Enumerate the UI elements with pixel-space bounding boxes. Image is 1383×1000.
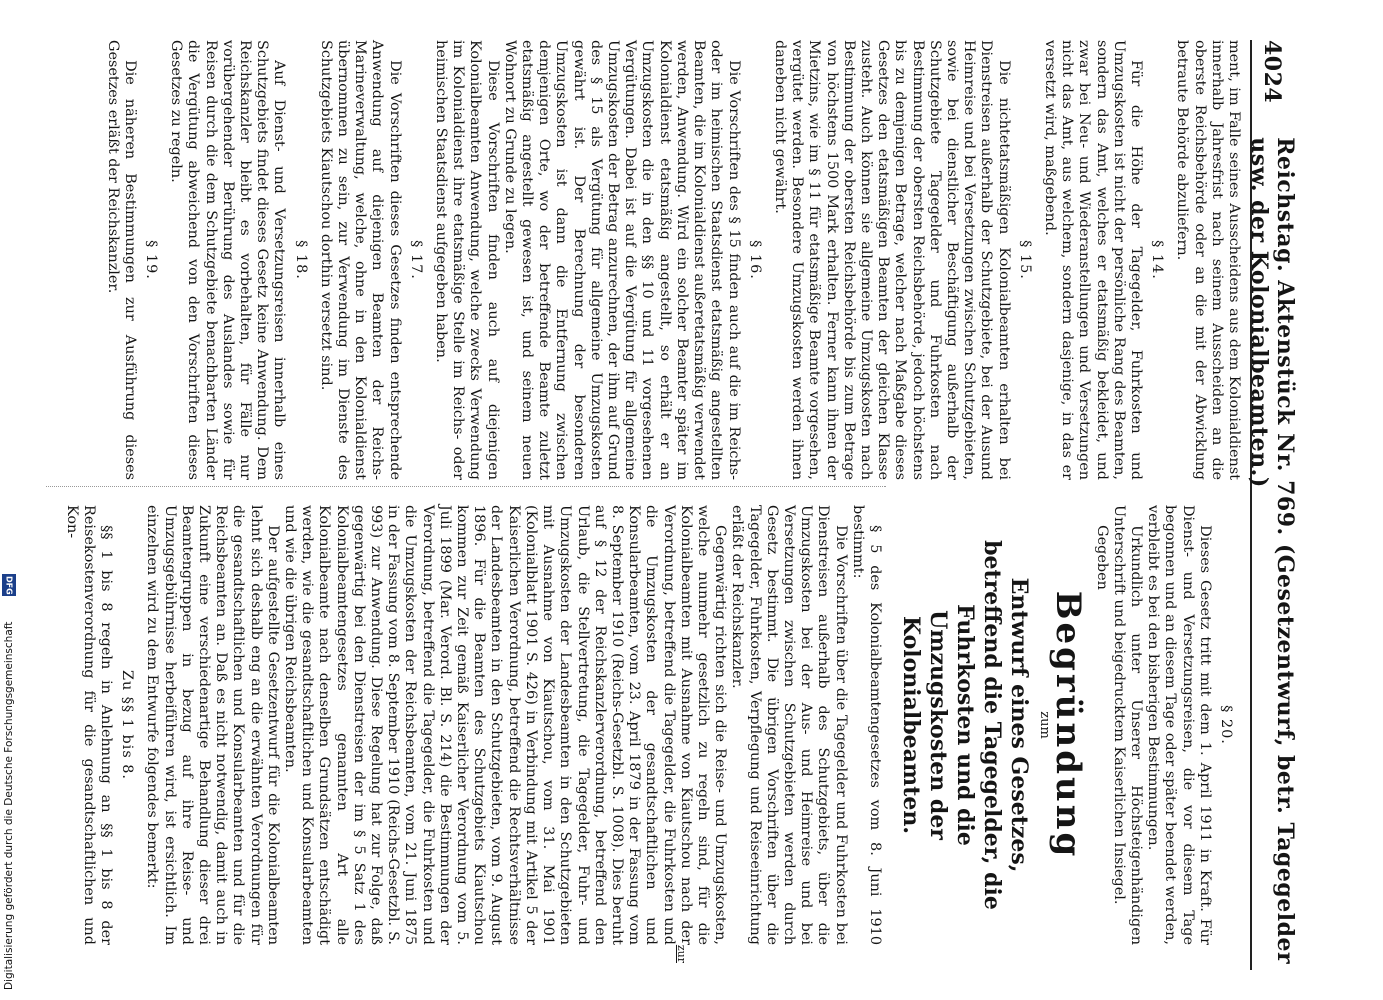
page-header	[1246, 40, 1298, 970]
draft-paragraph: Der aufgestellte Gesetzentwurf für die Kolonialbeamten lehnt sich deshalb eng an die erwähnten Verordnungen für die gesandtschaftlichen und Konsularbeamten und für die Reichsbeamten an. Daß es nicht notwendig, damit auch in Zukunft eine verschiedenartige Behandlung dieser drei Beamtengruppen in bezug auf ihre Reise- und Umzugsgebührnisse herbeiführen wird, ist ersichtlich. Im einzelnen wird zu dem Entwurfe folgendes bemerkt:	[144, 505, 281, 945]
section-18-text: Auf Dienst- und Versetzungsreisen innerhalb eines Schutzgebiets findet dieses Gesetz keine Anwendung. Dem Reichskanzler bleibt es vorbehalten, für Fälle nur vorübergehender Berührung des Auslandes sowie für Reisen durch die dem Schutzgebiete benachbarten Länder die Vergütung abweichend von den Vorschriften dieses Gesetzes zu regeln.	[168, 40, 288, 480]
section-14-text: Für die Höhe der Tagegelder, Fuhrkosten und Umzugskosten ist nicht der persönliche Rang des Beamten, sondern das Amt, welches er etatsmäßig bekleidet, und zwar bei Neu- und Wiederanstellungen und Versetzungen nicht das Amt, aus welchem, sondern dasjenige, in das er versetzt wird, maßgebend.	[1041, 40, 1144, 480]
draft-subtitle: Entwurf eines Gesetzes, betreffend die Tagegelder, die Fuhrkosten und die Umzugskosten der Kolonialbeamten.	[897, 540, 1032, 910]
section-15-text: Die nichtetatsmäßigen Kolonialbeamten erhalten bei Dienstreisen außerhalb der Schutzgebiete, bei der Ausund Heimreise und bei Versetzungen zwischen Schutzgebieten, sowie bei dienstlicher Beschäftigung außerhalb der Schutzgebiete Tagegelder und Fuhrkosten nach Bestimmung der obersten Reichsbehörde, jedoch höchstens bis zu demjenigen Betrage, welcher nach Maßgabe dieses Gesetzes den etatsmäßigen Beamten der gleichen Klasse zusteht. Auch können sie allgemeine Umzugskosten nach Bestimmung der obersten Reichsbehörde bis zum Betrage von höchstens 1500 Mark erhalten. Ferner kann ihnen der Mietzins, wie im § 11 für etatsmäßige Beamte vorgesehen, vergütet werden. Besondere Umzugskosten werden ihnen daneben nicht gewährt.	[771, 40, 1012, 480]
section-20-heading: § 20.	[1218, 705, 1234, 745]
section-18-heading: § 18.	[292, 240, 309, 280]
present-regulation-paragraph: Gegenwärtig richten sich die Reise- und Umzugskosten, welche nunmehr gesetzlich zu regeln sind, für die Kolonialbeamten mit Ausnahme von Kiautschou nach der Verordnung, betreffend die Tagegelder, die Fuhrkosten und die Umzugskosten der gesandtschaftlichen und Konsularbeamten, vom 23. April 1879 in der Fassung vom 8. September 1910 (Reichs-Gesetzbl. S. 1008). Dies beruht auf § 12 der Reichskanzlerverordnung, betreffend den Urlaub, die Stellvertretung, die Tagegelder, Fuhr- und Umzugskosten der Landesbeamten in den Schutzgebieten mit Ausnahme von Kiautschou, vom 31. Mai 1901 (Kolonialblatt 1901 S. 426) in Verbindung mit Artikel 5 der Kaiserlichen Verordnung, betreffend die Rechtsverhältnisse der Landesbeamten in den Schutzgebieten, vom 9. August 1896. Für die Beamten des Schutzgebiets Kiautschou kommen zur Zeit gemäß Kaiserlicher Verordnung vom 5. Juli 1899 (Mar. Verord. Bl. S. 214) die Bestimmungen der Verordnung, betreffend die Tagegelder, die Fuhrkosten und die Umzugskosten der Reichsbeamten, vom 21. Juni 1875 in der Fassung vom 8. September 1910 (Reichs-Gesetzbl. S. 993) zur Anwendung. Diese Regelung hat zur Folge, daß gegenwärtig bei den Dienstreisen der im § 5 Satz 1 des Kolonialbeamtengesetzes genannten Art alle Kolonialbeamte nach denselben Grundsätzen entschädigt werden, wie die gesandtschaftlichen und Konsularbeamten und wie die übrigen Reichsbeamten.	[282, 505, 729, 945]
section-16-heading: § 16.	[746, 240, 763, 280]
section-19-heading: § 19.	[143, 240, 160, 280]
right-column	[26, 505, 1242, 963]
reference-intro: § 5 des Kolonialbeamtengesetzes vom 8. Juni 1910 bestimmt:	[849, 505, 883, 945]
zu-sections-heading: Zu §§ 1 bis 8.	[119, 669, 136, 781]
section-16-text-2: Diese Vorschriften finden auch auf diejenigen Kolonialbeamten Anwendung, welche zwecks Verwendung im Kolonialdienst ihre etatsmäßige Stelle im Reichs- oder heimischen Staatsdienst aufgegeben haben.	[433, 40, 501, 480]
digitization-credit-bar	[2, 575, 16, 990]
digitization-credit-text: Digitalisierung gefördert durch die Deutsche Forschungsgemeinschaft	[3, 621, 15, 990]
dfg-logo: DFG	[2, 574, 16, 596]
section-17-heading: § 17.	[407, 240, 424, 280]
section-15-heading: § 15.	[1016, 240, 1033, 280]
section-20-text: Dieses Gesetz tritt mit dem 1. April 1911 in Kraft. Für Dienst- und Versetzungsreisen, die vor diesem Tage begonnen und an diesem Tage oder später beendet werden, verbleibt es bei den bisherigen Bestimmungen.	[1145, 505, 1213, 945]
section-16-text: Die Vorschriften des § 15 finden auch auf die im Reichs- oder im heimischen Staatsdienst etatsmäßig angestellten Beamten, die im Kolonialdienst außeretatsmäßig verwendet werden, Anwendung. Wird ein solcher Beamter später im Kolonialdienst etatsmäßig angestellt, so erhält er an Umzugskosten die in den §§ 10 und 11 vorgesehenen Vergütungen. Dabei ist auf die Vergütung für allgemeine Umzugskosten der Betrag anzurechnen, der ihm auf Grund des § 15 als Vergütung für allgemeine Umzugskosten gewährt ist. Der Berechnung der besonderen Umzugskosten ist dann die Entfernung zwischen demjenigen Orte, wo der betreffende Beamte zuletzt etatsmäßig angestellt gewesen ist, und seinem neuen Wohnort zu Grunde zu legen.	[501, 40, 742, 480]
zu-sections-text: §§ 1 bis 8 regeln in Anlehnung an §§ 1 bis 8 der Reisekostenverordnung für die gesandtschaftlichen und Kon-	[63, 505, 115, 945]
section-14-heading: § 14.	[1149, 240, 1166, 280]
rotated-document-page	[6, 0, 1306, 1000]
attestation-text: Urkundlich unter Unserer Höchsteigenhändigen Unterschrift und beigedrucktem Kaiserlichen Insiegel.	[1110, 505, 1144, 945]
column-divider	[46, 486, 886, 487]
section-19-text: Die näheren Bestimmungen zur Ausführung dieses Gesetzes erläßt der Reichskanzler.	[104, 40, 138, 480]
given-line: Gegeben	[1093, 525, 1110, 590]
quoted-provision: Die Vorschriften über die Tagegelder und Fuhrkosten bei Dienstreisen außerhalb des Schutzgebiets, über die Umzugskosten bei der Aus- und Heimreise und bei Versetzungen zwischen Schutzgebieten werden durch Gesetz bestimmt. Die übrigen Vorschriften über die Tagegelder, Fuhrkosten, Verpflegung und Reiseeinrichtung erläßt der Reichskanzler.	[729, 505, 849, 945]
section-17-text: Die Vorschriften dieses Gesetzes finden entsprechende Anwendung auf diejenigen Beamten der Reichs-Marineverwaltung, welche, ohne in den Kolonialdienst übernommen zu sein, zur Verwendung im Dienste des Schutzgebiets Kiautschou dorthin versetzt sind.	[317, 40, 403, 480]
page-number: 4024	[1259, 40, 1285, 104]
header-title: Reichstag. Aktenstück Nr. 769. (Gesetzentwurf, betr. Tagegelder usw. der Kolonialbeamten.)	[1246, 137, 1298, 965]
zum-line: zum	[1037, 711, 1053, 739]
justification-title: Begründung	[1048, 590, 1089, 860]
margin-note: zur	[675, 944, 688, 963]
intro-paragraph: ment, im Falle seines Ausscheidens aus dem Kolonialdienst innerhalb Jahresfrist nach seinem Ausscheiden an die oberste Reichsbehörde oder an die mit der Abwicklung betraute Behörde abzuliefern.	[1174, 40, 1242, 480]
left-column	[26, 40, 1242, 480]
